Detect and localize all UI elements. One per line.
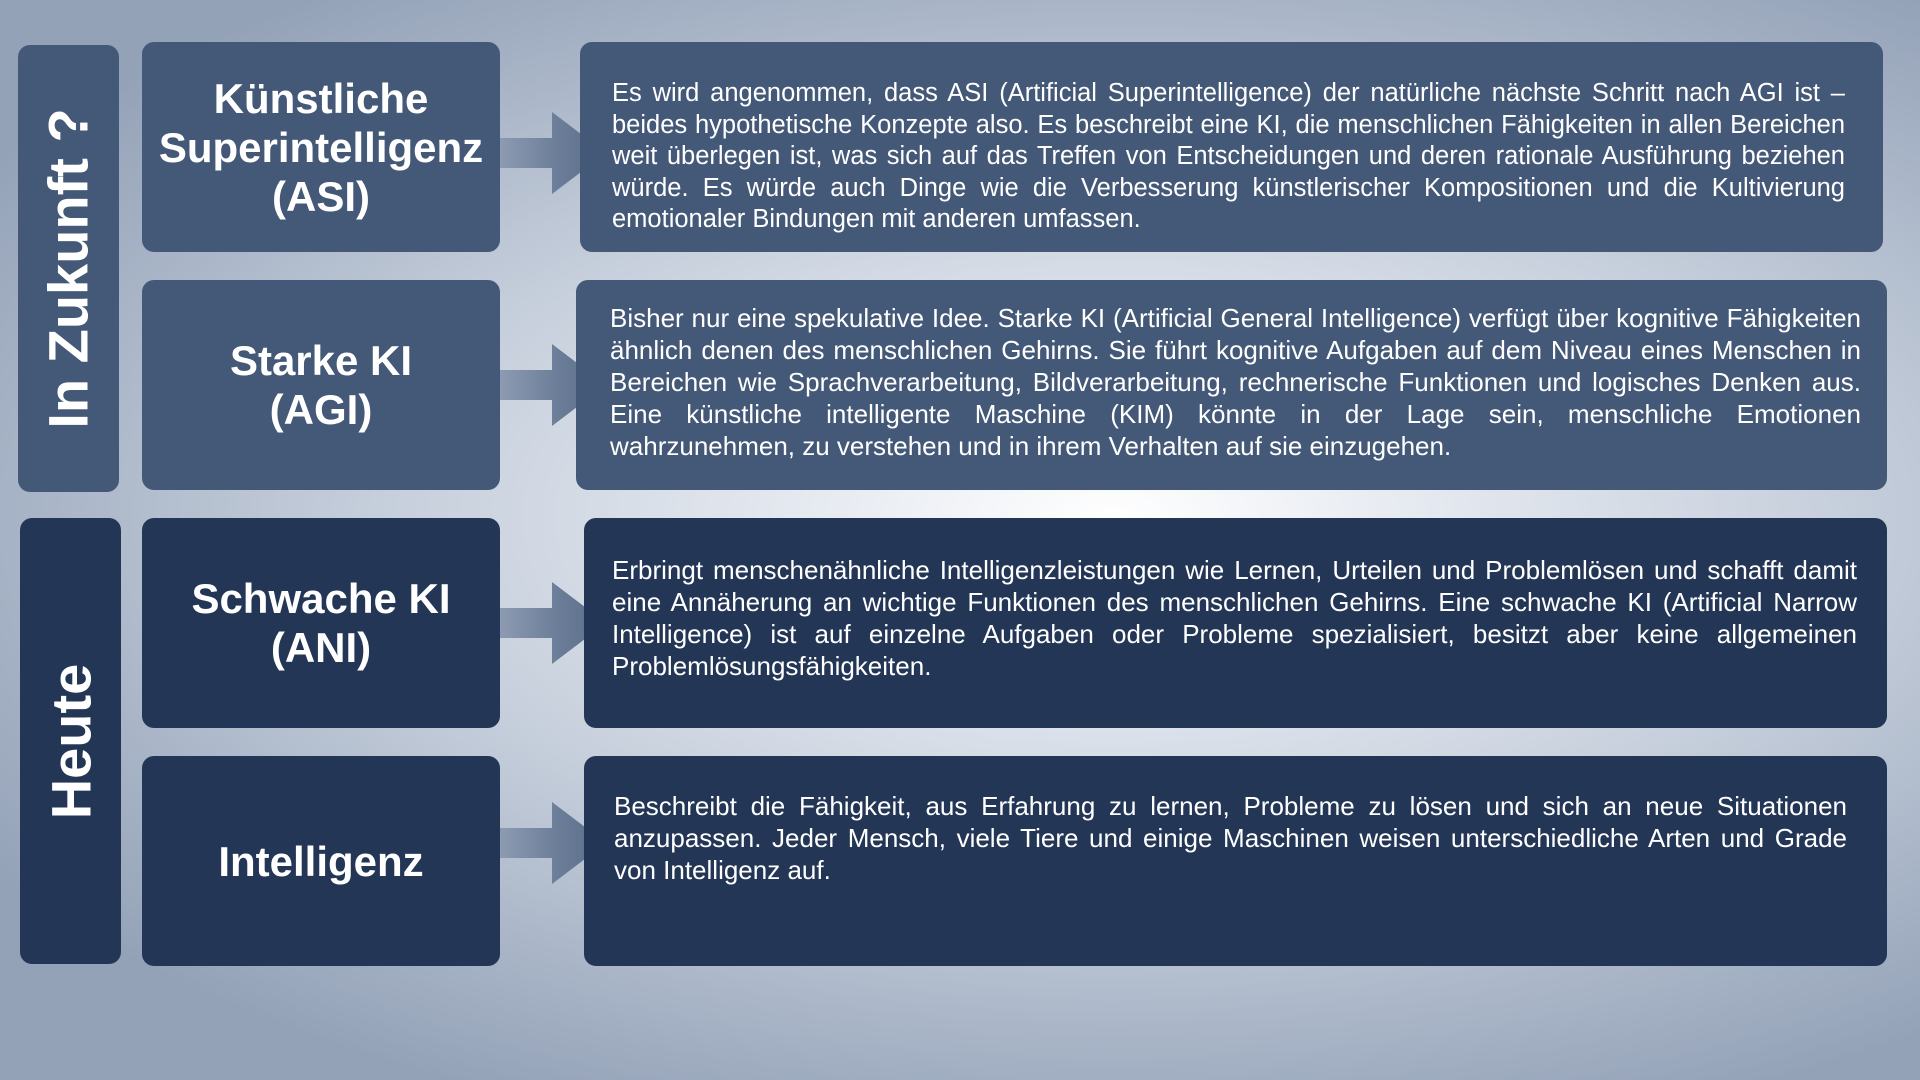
concept-description-intelligence-text: Beschreibt die Fähigkeit, aus Erfahrung zu lernen, Probleme zu lösen und sich an neue Situationen anzupassen. Jeder Mensch, viele Tiere und einige Maschinen weisen unterschiedliche Arten und Grade von Intelligenz auf. xyxy=(614,791,1847,885)
group-label-future-text: In Zukunft ? xyxy=(37,108,101,429)
concept-description-asi xyxy=(580,42,1883,252)
concept-description-intelligence xyxy=(584,756,1887,966)
concept-description-agi-text: Bisher nur eine spekulative Idee. Starke KI (Artificial General Intelligence) verfügt über kognitive Fähigkeiten ähnlich denen des menschlichen Gehirns. Sie führt kognitive Aufgaben auf dem Niveau eines Menschen in Bereichen wie Sprachverarbeitung, Bildverarbeitung, rechnerische Funktionen und logisches Denken aus. Eine künstliche intelligente Maschine (KIM) könnte in der Lage sein, menschliche Emotionen wahrzunehmen, zu verstehen und in ihrem Verhalten auf sie einzugehen. xyxy=(610,303,1861,461)
group-label-today xyxy=(20,518,121,964)
concept-description-agi xyxy=(576,280,1887,490)
group-label-future xyxy=(18,45,119,492)
concept-title-ani: Schwache KI (ANI) xyxy=(142,518,500,728)
concept-description-asi-text: Es wird angenommen, dass ASI (Artificial Superintelligence) der natürliche nächste Schritt nach AGI ist – beides hypothetische Konzepte also. Es beschreibt eine KI, die menschlichen Fähigkeiten in allen Bereichen weit überlegen ist, was sich auf das Treffen von Entscheidungen und deren rationale Ausführung beziehen würde. Es würde auch Dinge wie die Verbesserung künstlerischer Kompositionen und die Kultivierung emotionaler Bindungen mit anderen umfassen. xyxy=(612,79,1845,233)
concept-title-asi: Künstliche Superintelligenz (ASI) xyxy=(142,42,500,252)
group-label-today-text: Heute xyxy=(39,663,102,819)
concept-title-agi: Starke KI (AGI) xyxy=(142,280,500,490)
concept-description-ani-text: Erbringt menschenähnliche Intelligenzleistungen wie Lernen, Urteilen und Problemlösen und schafft damit eine Annäherung an wichtige Funktionen des menschlichen Gehirns. Eine schwache KI (Artificial Narrow Intelligence) ist auf einzelne Aufgaben oder Probleme spezialisiert, besitzt aber keine allgemeinen Problemlösungsfähigkeiten. xyxy=(612,555,1857,681)
concept-title-intelligence: Intelligenz xyxy=(142,756,500,966)
concept-description-ani xyxy=(584,518,1887,728)
